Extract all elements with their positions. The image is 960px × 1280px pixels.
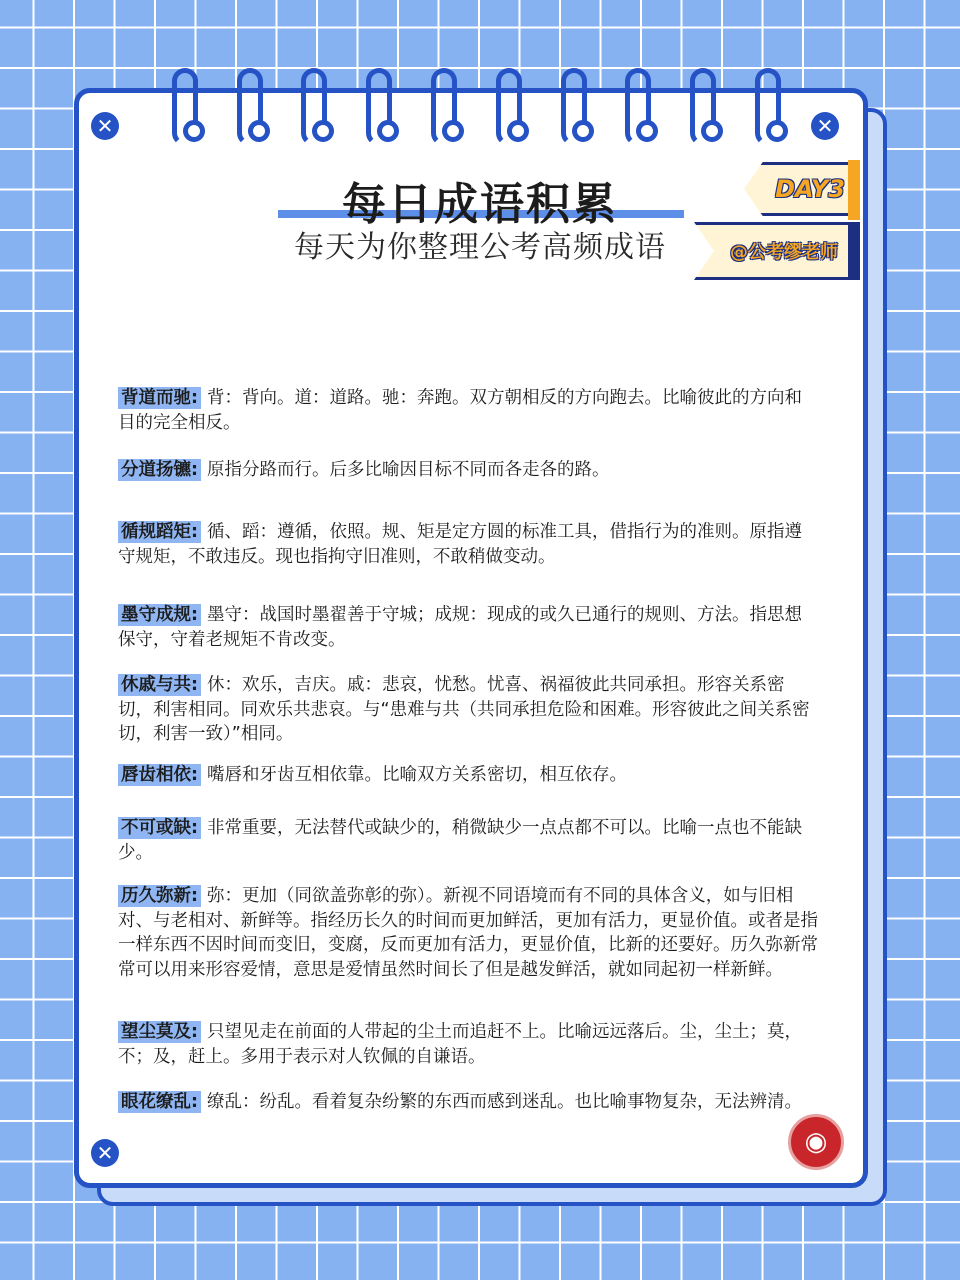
idiom-definition: 只望见走在前面的人带起的尘土而追赶不上。比喻远远落后。尘，尘土；莫，不；及，赶上。多用于表示对人钦佩的自谦语。	[118, 1022, 802, 1067]
binder-hole	[248, 120, 270, 142]
idiom-term: 墨守成规:	[118, 604, 201, 626]
idiom-definition: 非常重要，无法替代或缺少的，稍微缺少一点点都不可以。比喻一点也不能缺少。	[118, 818, 802, 863]
idiom-definition: 原指分路而行。后多比喻因目标不同而各走各的路。	[207, 460, 610, 480]
close-circle-icon: ✕	[91, 112, 119, 140]
idiom-term: 分道扬镳:	[118, 459, 201, 481]
binder-hole	[507, 120, 529, 142]
page-subtitle: 每天为你整理公考高频成语	[294, 230, 666, 265]
binder-hole	[312, 120, 334, 142]
idiom-entry	[118, 1090, 818, 1115]
idiom-entry	[118, 763, 818, 788]
idiom-term: 眼花缭乱:	[118, 1091, 201, 1113]
binder-hole	[442, 120, 464, 142]
binder-hole	[377, 120, 399, 142]
idiom-term: 唇齿相依:	[118, 764, 201, 786]
author-ribbon-edge	[848, 222, 860, 280]
author-label: @公考缪老师	[730, 242, 838, 263]
binder-hole	[701, 120, 723, 142]
idiom-term: 不可或缺:	[118, 817, 201, 839]
idiom-definition: 休：欢乐，吉庆。戚：悲哀，忧愁。忧喜、祸福彼此共同承担。形容关系密切，利害相同。同欢乐共悲哀。与“患难与共（共同承担危险和困难。形容彼此之间关系密切，利害一致）”相同。	[118, 675, 810, 744]
idiom-term: 休戚与共:	[118, 674, 201, 696]
idiom-definition: 墨守：战国时墨翟善于守城；成规：现成的或久已通行的规则、方法。指思想保守，守着老规矩不肯改变。	[118, 605, 802, 650]
idiom-entry	[118, 386, 818, 435]
idiom-entry	[118, 816, 818, 865]
school-seal-icon: ◉	[788, 1114, 844, 1170]
close-circle-icon: ✕	[91, 1139, 119, 1167]
idiom-definition: 嘴唇和牙齿互相依靠。比喻双方关系密切，相互依存。	[207, 765, 627, 785]
idiom-entry	[118, 458, 818, 483]
idiom-term: 循规蹈矩:	[118, 521, 201, 543]
binder-hole	[572, 120, 594, 142]
day-label: DAY3	[775, 175, 845, 203]
idiom-entry	[118, 1020, 818, 1069]
idiom-definition: 循、蹈：遵循，依照。规、矩是定方圆的标准工具，借指行为的准则。原指遵守规矩，不敢违反。现也指拘守旧准则，不敢稍做变动。	[118, 522, 802, 567]
idiom-definition: 弥：更加（同欲盖弥彰的弥）。新视不同语境而有不同的具体含义，如与旧相对、与老相对、新鲜等。指经历长久的时间而更加鲜活，更加有活力，更显价值。或者是指一样东西不因时间而变旧，变腐，反而更加有活力，更显价值，比新的还要好。历久弥新常常可以用来形容爱情，意思是爱情虽然时间长了但是越发鲜活，就如同起初一样新鲜。	[118, 886, 818, 980]
idiom-entry	[118, 520, 818, 569]
page-title: 每日成语积累	[342, 179, 618, 230]
binder-hole	[766, 120, 788, 142]
idiom-definition: 背：背向。道：道路。驰：奔跑。双方朝相反的方向跑去。比喻彼此的方向和目的完全相反。	[118, 388, 802, 433]
idiom-term: 历久弥新:	[118, 885, 201, 907]
idiom-entry	[118, 884, 818, 982]
idiom-term: 背道而驰:	[118, 387, 201, 409]
idiom-entry	[118, 603, 818, 652]
binder-hole	[183, 120, 205, 142]
binder-hole	[636, 120, 658, 142]
idiom-term: 望尘莫及:	[118, 1021, 201, 1043]
close-circle-icon: ✕	[811, 112, 839, 140]
idiom-entry	[118, 673, 818, 747]
idiom-definition: 缭乱：纷乱。看着复杂纷繁的东西而感到迷乱。也比喻事物复杂，无法辨清。	[207, 1092, 802, 1112]
